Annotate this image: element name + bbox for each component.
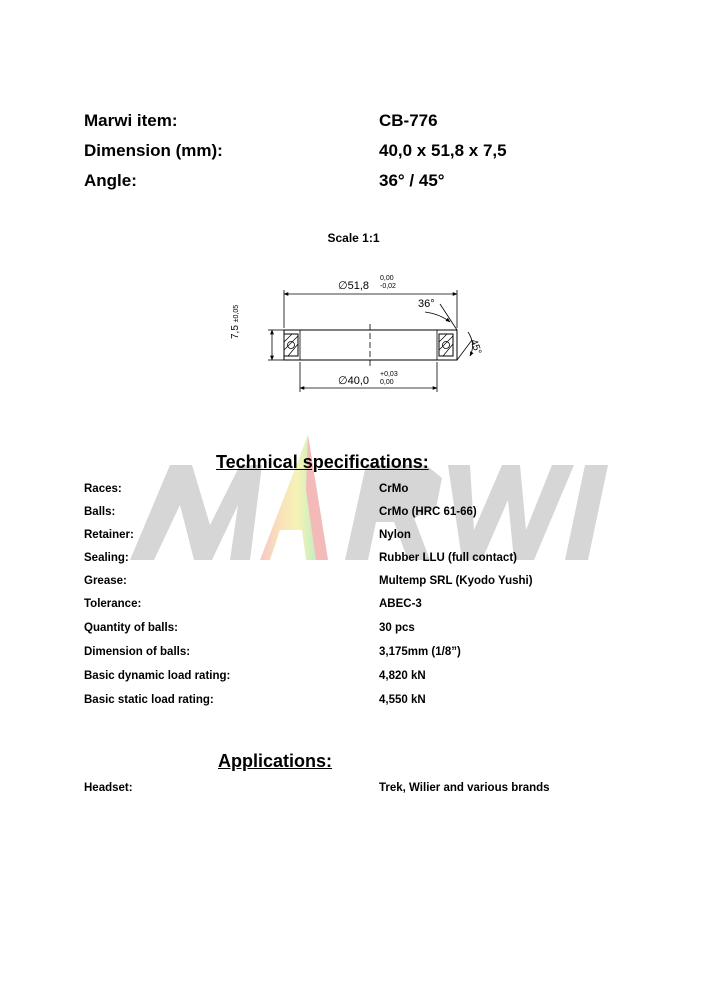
scale-label: Scale 1:1 [327, 231, 380, 245]
spec-value-tolerance: ABEC-3 [379, 598, 422, 610]
applications-title: Applications: [218, 751, 333, 771]
spec-label-sealing: Sealing: [84, 552, 129, 564]
spec-label-dimension-of-balls: Dimension of balls: [84, 646, 191, 658]
item-value: CB-776 [379, 111, 438, 130]
spec-value-sealing: Rubber LLU (full contact) [379, 552, 517, 564]
spec-value-dimension-of-balls: 3,175mm (1/8”) [379, 646, 461, 658]
angle-label: Angle: [84, 171, 137, 190]
inner-tolerance: +0,03 0,00 [380, 371, 398, 386]
app-value-headset: Trek, Wilier and various brands [379, 782, 550, 794]
height-label: 7,5 ±0,05 [230, 304, 241, 339]
app-label-headset: Headset: [84, 782, 133, 794]
spec-label-dynamic-load: Basic dynamic load rating: [84, 670, 231, 682]
spec-label-grease: Grease: [84, 575, 127, 587]
angle-top-label: 36° [418, 298, 435, 310]
spec-value-races: CrMo [379, 483, 409, 495]
angle-side-label: 45° [467, 338, 484, 356]
outer-diameter-label: ∅51,8 [338, 280, 369, 292]
angle-value: 36° / 45° [379, 171, 445, 190]
dimension-value: 40,0 x 51,8 x 7,5 [379, 141, 507, 160]
dimension-label: Dimension (mm): [84, 141, 223, 160]
spec-value-balls: CrMo (HRC 61-66) [379, 506, 477, 518]
inner-diameter-label: ∅40,0 [338, 375, 369, 387]
spec-value-quantity-of-balls: 30 pcs [379, 622, 415, 634]
marwi-logo-watermark [130, 430, 620, 570]
spec-value-grease: Multemp SRL (Kyodo Yushi) [379, 575, 533, 587]
spec-value-static-load: 4,550 kN [379, 694, 426, 706]
spec-value-retainer: Nylon [379, 529, 411, 541]
spec-label-static-load: Basic static load rating: [84, 694, 214, 706]
outer-tolerance: 0,00 -0,02 [380, 275, 396, 290]
spec-label-retainer: Retainer: [84, 529, 134, 541]
item-label: Marwi item: [84, 111, 178, 130]
spec-value-dynamic-load: 4,820 kN [379, 670, 426, 682]
bearing-drawing [230, 262, 510, 402]
spec-label-races: Races: [84, 483, 122, 495]
technical-specs-title: Technical specifications: [216, 452, 429, 472]
spec-label-tolerance: Tolerance: [84, 598, 142, 610]
spec-label-quantity-of-balls: Quantity of balls: [84, 622, 178, 634]
spec-label-balls: Balls: [84, 506, 116, 518]
